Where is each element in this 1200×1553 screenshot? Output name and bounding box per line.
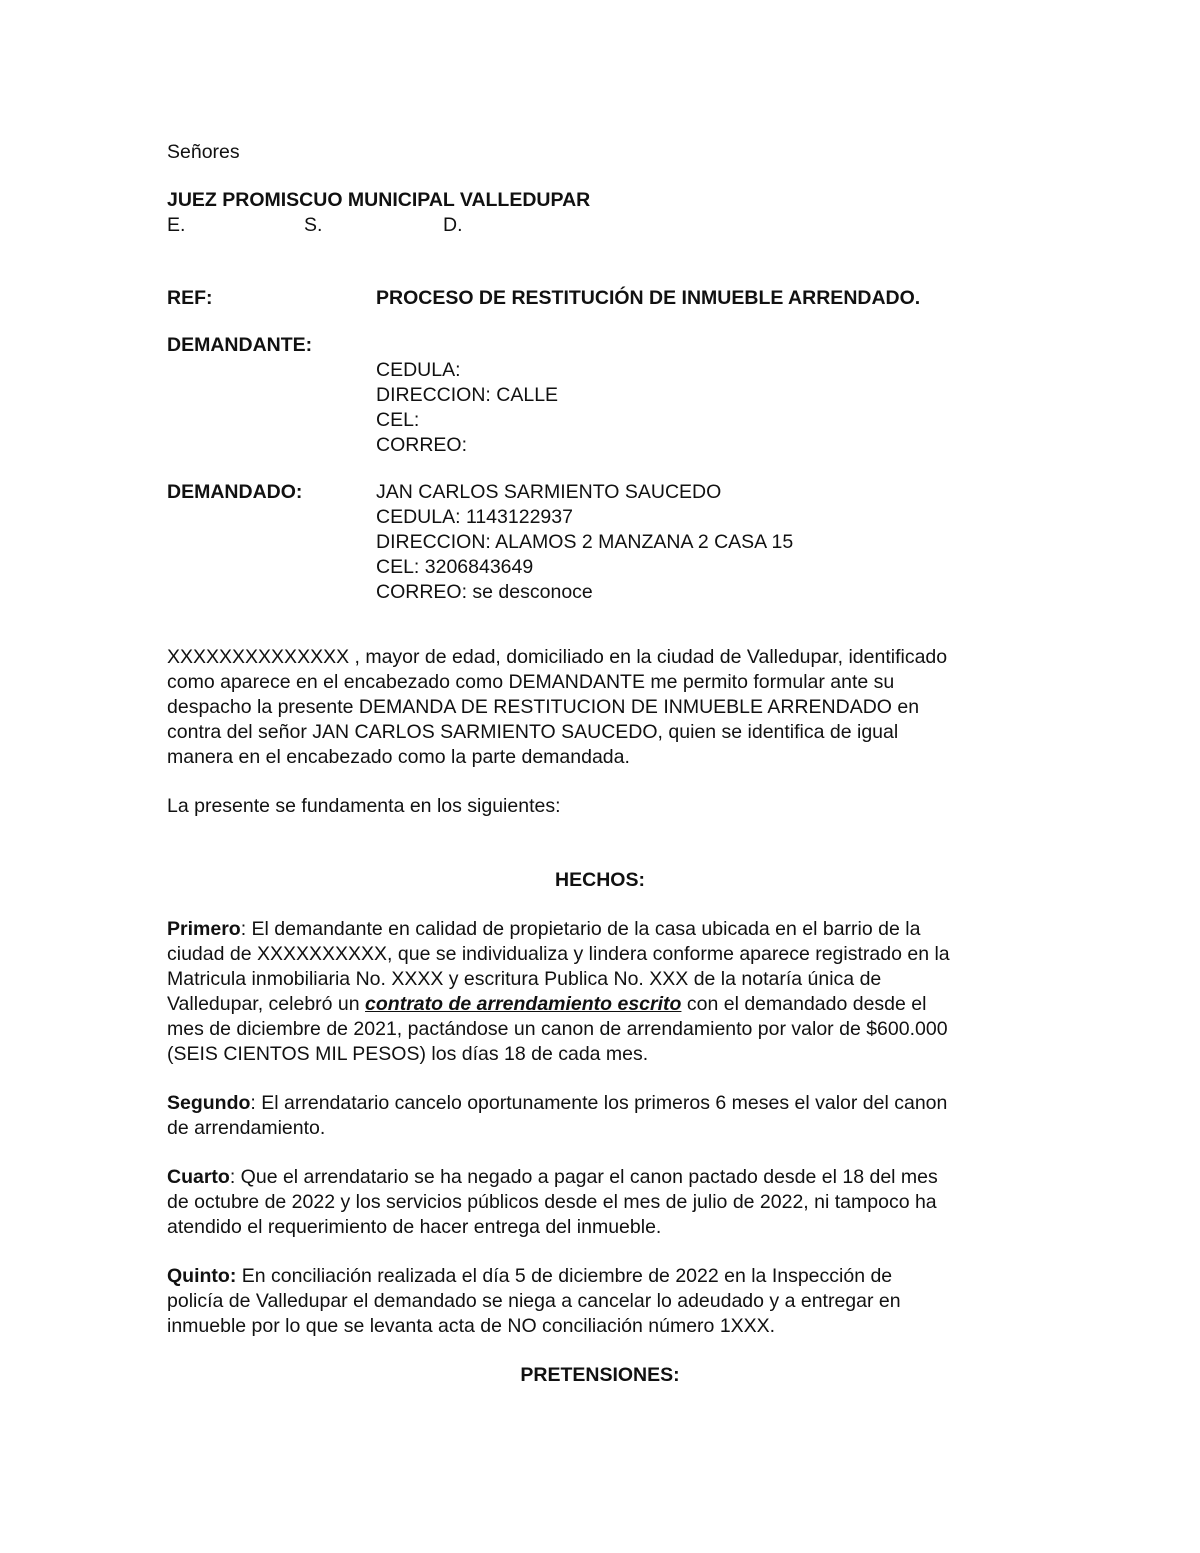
cuarto-text-1: : Que el arrendatario se ha negado a pagar el canon pactado desde el 18 del mes <box>229 1166 938 1188</box>
intro-line-4: contra del señor JAN CARLOS SARMIENTO SAUCEDO, quien se identifica de igual <box>167 721 899 743</box>
primero-line-6: (SEIS CIENTOS MIL PESOS) los días 18 de cada mes. <box>167 1043 649 1065</box>
primero-line4-pre: Valledupar, celebró un <box>167 993 366 1015</box>
quinto-line-1 <box>167 1264 1033 1289</box>
demandado-direccion: DIRECCION: ALAMOS 2 MANZANA 2 CASA 15 <box>376 531 794 553</box>
esd-e: E. <box>167 214 186 236</box>
intro-paragraph <box>167 645 1033 770</box>
quinto-text-1: En conciliación realizada el día 5 de diciembre de 2022 en la Inspección de <box>236 1265 893 1287</box>
esd-d: D. <box>443 214 463 236</box>
primero-line-5: mes de diciembre de 2021, pactándose un canon de arrendamiento por valor de $600.000 <box>167 1018 948 1040</box>
cuarto-label: Cuarto <box>167 1166 230 1188</box>
hecho-primero <box>167 917 1033 1067</box>
ref-block <box>167 286 1033 311</box>
quinto-label: Quinto: <box>167 1265 237 1287</box>
primero-line-4 <box>167 992 1033 1017</box>
primero-line-3: Matricula inmobiliaria No. XXXX y escritura Publica No. XXX de la notaría única de <box>167 968 882 990</box>
pretensiones-title: PRETENSIONES: <box>520 1364 680 1386</box>
demandado-nombre: JAN CARLOS SARMIENTO SAUCEDO <box>376 481 722 503</box>
hecho-segundo <box>167 1091 1033 1141</box>
esd-s: S. <box>304 214 323 236</box>
ref-label: REF: <box>167 287 213 309</box>
document-page <box>167 140 1033 1388</box>
demandante-block <box>167 333 1033 458</box>
demandante-cel: CEL: <box>376 409 420 431</box>
intro-line-2: como aparece en el encabezado como DEMANDANTE me permito formular ante su <box>167 671 895 693</box>
intro-line-1: XXXXXXXXXXXXXX , mayor de edad, domiciliado en la ciudad de Valledupar, identificado <box>167 646 948 668</box>
quinto-line-2: policía de Valledupar el demandado se niega a cancelar lo adeudado y a entregar en <box>167 1290 901 1312</box>
esd-line <box>167 213 1033 238</box>
segundo-text-1: : El arrendatario cancelo oportunamente los primeros 6 meses el valor del canon <box>250 1092 948 1114</box>
hecho-cuarto <box>167 1165 1033 1240</box>
demandante-correo: CORREO: <box>376 434 468 456</box>
intro-line-3: despacho la presente DEMANDA DE RESTITUCION DE INMUEBLE ARRENDADO en <box>167 696 920 718</box>
demandado-correo: CORREO: se desconoce <box>376 581 593 603</box>
segundo-label: Segundo <box>167 1092 251 1114</box>
fundamenta-text: La presente se fundamenta en los siguientes: <box>167 795 561 817</box>
hechos-title: HECHOS: <box>555 869 645 891</box>
segundo-line-2: de arrendamiento. <box>167 1117 326 1139</box>
primero-line-1 <box>167 917 1033 942</box>
demandante-label: DEMANDANTE: <box>167 334 313 356</box>
demandado-cel: CEL: 3206843649 <box>376 556 534 578</box>
intro-line-5: manera en el encabezado como la parte demandada. <box>167 746 630 768</box>
cuarto-line-1 <box>167 1165 1033 1190</box>
primero-text-1: : El demandante en calidad de propietario de la casa ubicada en el barrio de la <box>240 918 921 940</box>
hecho-quinto <box>167 1264 1033 1339</box>
cuarto-line-3: atendido el requerimiento de hacer entrega del inmueble. <box>167 1216 662 1238</box>
recipient: JUEZ PROMISCUO MUNICIPAL VALLEDUPAR <box>167 189 591 211</box>
primero-label: Primero <box>167 918 241 940</box>
demandado-block <box>167 480 1033 605</box>
demandante-cedula: CEDULA: <box>376 359 461 381</box>
demandado-cedula: CEDULA: 1143122937 <box>376 506 573 528</box>
quinto-line-3: inmueble por lo que se levanta acta de NO conciliación número 1XXX. <box>167 1315 776 1337</box>
primero-line-2: ciudad de XXXXXXXXXX, que se individualiza y lindera conforme aparece registrado en la <box>167 943 950 965</box>
demandado-label: DEMANDADO: <box>167 481 303 503</box>
primero-line4-post: con el demandado desde el <box>681 993 927 1015</box>
contrato-emphasis: contrato de arrendamiento escrito <box>365 993 682 1015</box>
cuarto-line-2: de octubre de 2022 y los servicios públicos desde el mes de julio de 2022, ni tampoco ha <box>167 1191 937 1213</box>
segundo-line-1 <box>167 1091 1033 1116</box>
demandante-direccion: DIRECCION: CALLE <box>376 384 559 406</box>
ref-value: PROCESO DE RESTITUCIÓN DE INMUEBLE ARRENDADO. <box>376 287 921 309</box>
salutation: Señores <box>167 141 240 163</box>
